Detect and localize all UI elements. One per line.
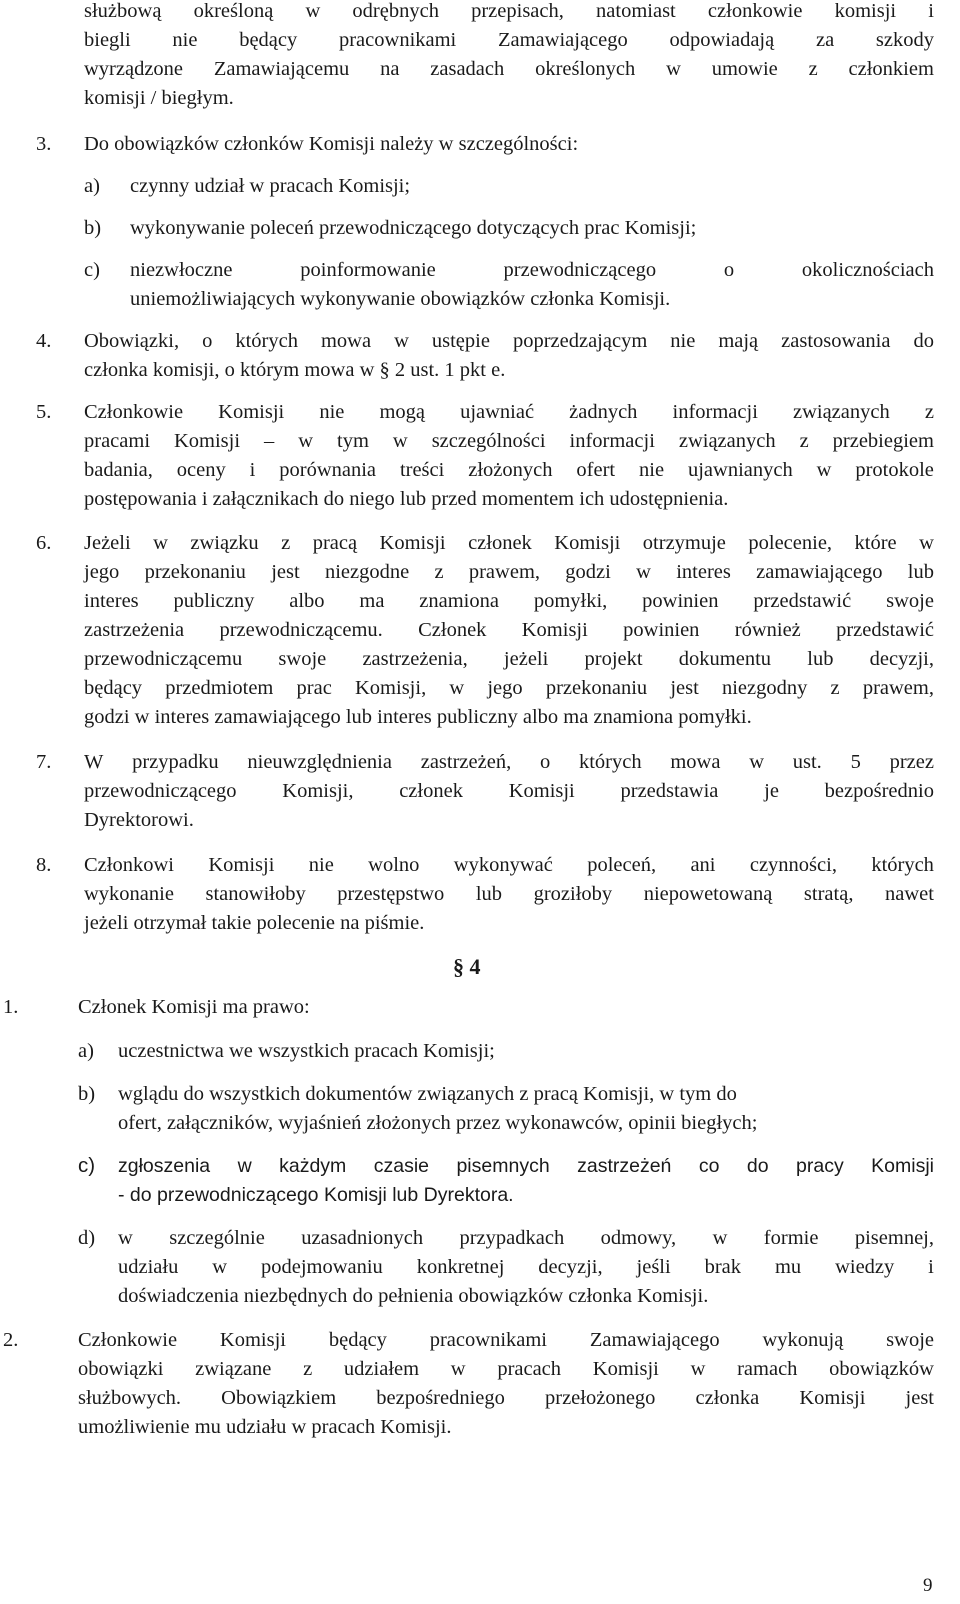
subitem-text: zgłoszenia w każdym czasie pisemnych zastrzeżeń co do pracy Komisji [118,1155,934,1177]
subitem-text: uniemożliwiających wykonywanie obowiązków członka Komisji. [130,288,671,310]
text-line: jeżeli otrzymał takie polecenie na piśmie. [84,912,425,934]
text-line: służbową określoną w odrębnych przepisach, natomiast członkowie komisji i [84,0,934,22]
text-line: biegli nie będący pracownikami Zamawiającego odpowiadają za szkody [84,29,934,51]
subitem-marker: c) [78,1154,96,1177]
text-line: przewodniczącego Komisji, członek Komisji przedstawia je bezpośrednio [84,780,934,802]
subitem-text: uczestnictwa we wszystkich pracach Komisji; [118,1040,495,1062]
subitem-marker: c) [84,259,100,281]
subitem-marker: b) [84,217,102,239]
text-line: badania, oceny i porównania treści złożonych ofert nie ujawnianych w protokole [84,459,934,481]
subitem-text: wykonywanie poleceń przewodniczącego dotyczących prac Komisji; [130,217,697,239]
text-line: jego przekonaniu jest niezgodne z prawem, godzi w interes zamawiającego lub [84,561,934,583]
subitem-marker: a) [78,1040,94,1062]
subitem-marker: d) [78,1227,96,1249]
item-number: 2. [3,1329,19,1351]
text-line: postępowania i załącznikach do niego lub przed momentem ich udostępnienia. [84,488,729,510]
text-line: Dyrektorowi. [84,809,194,831]
text-line: będący przedmiotem prac Komisji, w jego przekonaniu jest niezgodny z prawem, [84,677,934,699]
text-line: Jeżeli w związku z pracą Komisji członek Komisji otrzymuje polecenie, które w [84,532,934,554]
text-line: wyrządzone Zamawiającemu na zasadach określonych w umowie z członkiem [84,58,934,80]
text-line: zastrzeżenia przewodniczącemu. Członek Komisji powinien również przedstawić [84,619,934,641]
subitem-text: doświadczenia niezbędnych do pełnienia obowiązków członka Komisji. [118,1285,709,1307]
page-number: 9 [923,1575,933,1596]
text-line: umożliwienie mu udziału w pracach Komisji. [78,1416,452,1438]
subitem-text: - do przewodniczącego Komisji lub Dyrektora. [118,1184,514,1206]
section-heading: § 4 [453,954,481,979]
text-line: Obowiązki, o których mowa w ustępie poprzedzającym nie mają zastosowania do [84,330,934,352]
item-number: 1. [3,996,19,1018]
subitem-text: udziału w podejmowaniu konkretnej decyzji, jeśli brak mu wiedzy i [118,1256,934,1278]
text-line: służbowych. Obowiązkiem bezpośredniego przełożonego członka Komisji jest [78,1387,934,1409]
text-line: wykonanie stanowiłoby przestępstwo lub groziłoby niepowetowaną stratą, nawet [84,883,934,905]
item-number: 7. [36,751,52,773]
text-line: komisji / biegłym. [84,87,234,109]
text-line: obowiązki związane z udziałem w pracach Komisji w ramach obowiązków [78,1358,934,1380]
text-line: godzi w interes zamawiającego lub interes publiczny albo ma znamiona pomyłki. [84,706,752,728]
subitem-marker: a) [84,175,100,197]
subitem-text: niezwłoczne poinformowanie przewodniczącego o okolicznościach [130,259,934,281]
text-line: W przypadku nieuwzględnienia zastrzeżeń, o których mowa w ust. 5 przez [84,751,934,773]
item-number: 6. [36,532,52,554]
text-line: Członkowi Komisji nie wolno wykonywać poleceń, ani czynności, których [84,854,934,876]
subitem-text: czynny udział w pracach Komisji; [130,175,411,197]
item-number: 3. [36,133,52,155]
item-text: Członek Komisji ma prawo: [78,996,310,1018]
subitem-text: wglądu do wszystkich dokumentów związanych z pracą Komisji, w tym do [118,1083,737,1105]
item-text: Do obowiązków członków Komisji należy w szczególności: [84,133,579,155]
item-number: 5. [36,401,52,423]
text-line: pracami Komisji – w tym w szczególności informacji związanych z przebiegiem [84,430,934,452]
subitem-text: w szczególnie uzasadnionych przypadkach odmowy, w formie pisemnej, [118,1227,934,1249]
text-line: przewodniczącemu swoje zastrzeżenia, jeżeli projekt dokumentu lub decyzji, [84,648,934,670]
item-number: 4. [36,330,52,352]
text-line: Członkowie Komisji będący pracownikami Zamawiającego wykonują swoje [78,1329,934,1351]
text-line: Członkowie Komisji nie mogą ujawniać żadnych informacji związanych z [84,401,934,423]
text-line: członka komisji, o którym mowa w § 2 ust. 1 pkt e. [84,359,506,381]
subitem-text: ofert, załączników, wyjaśnień złożonych przez wykonawców, opinii biegłych; [118,1112,758,1134]
subitem-marker: b) [78,1083,96,1105]
item-number: 8. [36,854,52,876]
text-line: interes publiczny albo ma znamiona pomyłki, powinien przedstawić swoje [84,590,934,612]
